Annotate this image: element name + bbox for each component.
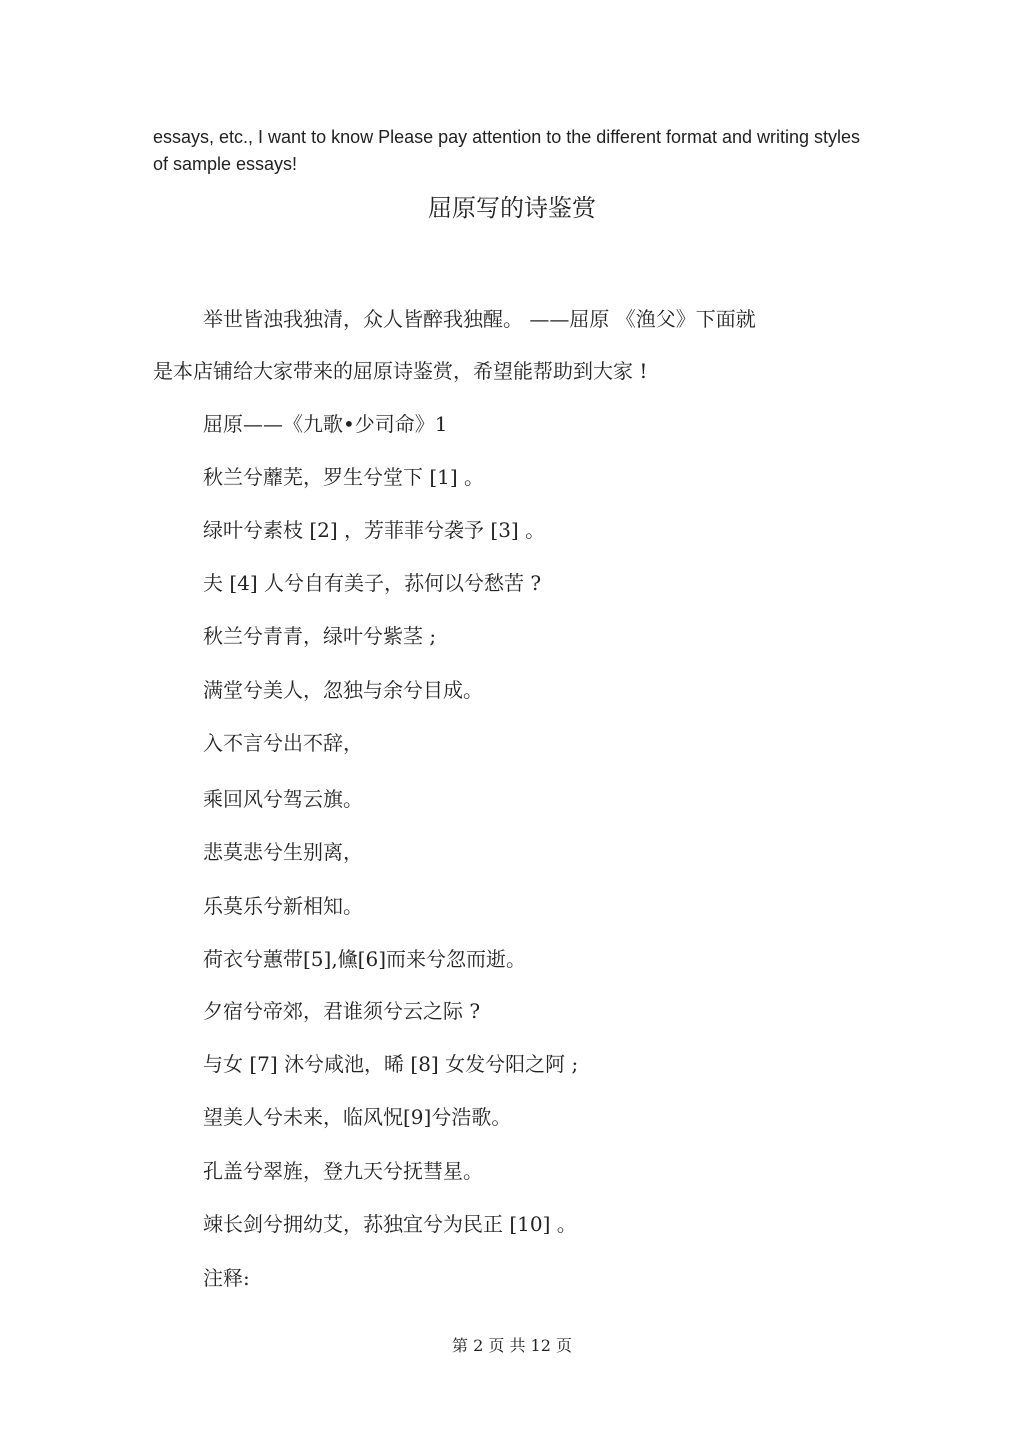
poem-line: 入不言兮出不辞，	[203, 731, 363, 755]
poem-line: 乘回风兮驾云旗。	[203, 787, 363, 811]
poem-line: 秋兰兮青青，绿叶兮紫茎 ;	[203, 624, 437, 648]
page-title: 屈原写的诗鉴赏	[428, 194, 596, 222]
quote-line-1: 举世皆浊我独清，众人皆醉我独醒。 ——屈原 《渔父》下面就	[203, 307, 756, 331]
poem-line: 绿叶兮素枝 [2] ，芳菲菲兮袭予 [3] 。	[203, 518, 546, 542]
poem-heading: 屈原——《九歌•少司命》1	[203, 412, 448, 436]
poem-line: 乐莫乐兮新相知。	[203, 894, 363, 918]
poem-line: 竦长剑兮拥幼艾，荪独宜兮为民正 [10] 。	[203, 1212, 577, 1236]
poem-line: 悲莫悲兮生别离，	[203, 840, 363, 864]
poem-line: 与女 [7] 沐兮咸池，晞 [8] 女发兮阳之阿 ;	[203, 1052, 579, 1076]
poem-line: 夫 [4] 人兮自有美子，荪何以兮愁苦 ?	[203, 571, 542, 595]
poem-line: 荷衣兮蕙带[5],儵[6]而来兮忽而逝。	[203, 947, 527, 971]
poem-line: 望美人兮未来，临风怳[9]兮浩歌。	[203, 1105, 512, 1129]
poem-line: 秋兰兮蘼芜，罗生兮堂下 [1] 。	[203, 465, 485, 489]
poem-line: 满堂兮美人，忽独与余兮目成。	[203, 678, 483, 702]
poem-line: 夕宿兮帝郊，君谁须兮云之际 ?	[203, 999, 481, 1023]
notes-label: 注释:	[203, 1266, 250, 1290]
quote-line-2: 是本店铺给大家带来的屈原诗鉴赏，希望能帮助到大家 !	[153, 359, 648, 383]
page-number: 第 2 页 共 12 页	[452, 1336, 572, 1355]
poem-line: 孔盖兮翠旌，登九天兮抚彗星。	[203, 1159, 483, 1183]
intro-text: essays, etc., I want to know Please pay attention to the different format and writing styles of sample essays!	[153, 127, 861, 174]
